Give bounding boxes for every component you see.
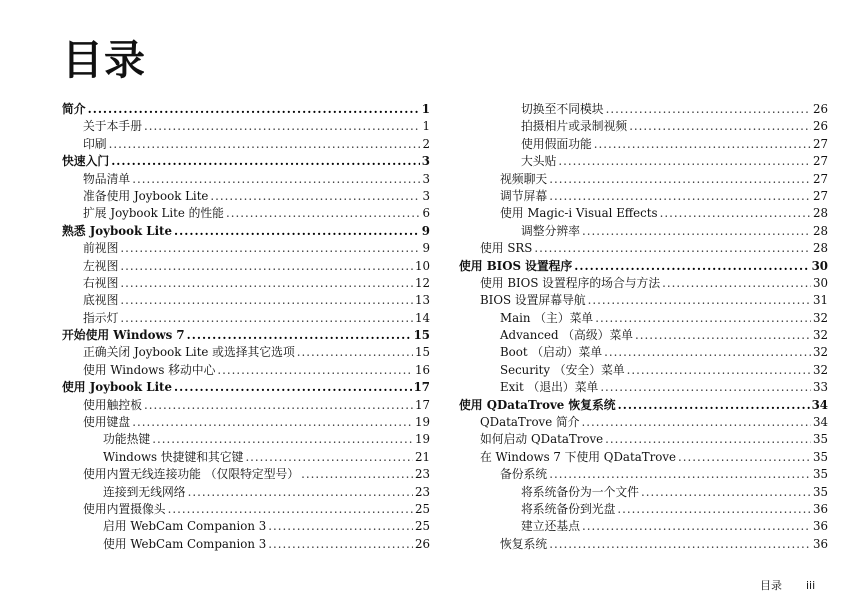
toc-entry-label: 关于本手册 bbox=[83, 119, 142, 134]
toc-entry-page: 34 bbox=[811, 397, 828, 412]
toc-entry-page: 32 bbox=[812, 328, 828, 343]
toc-entry-page: 36 bbox=[812, 536, 828, 551]
toc-entry-page: 15 bbox=[414, 345, 430, 360]
toc-entry[interactable] bbox=[459, 326, 828, 343]
toc-leader-dots bbox=[595, 311, 811, 325]
toc-leader-dots bbox=[168, 502, 413, 516]
toc-leader-dots bbox=[217, 363, 413, 377]
toc-entry-page: 13 bbox=[414, 293, 430, 308]
toc-entry-label: 视频聊天 bbox=[500, 171, 548, 186]
toc-leader-dots bbox=[111, 154, 420, 168]
toc-entry[interactable] bbox=[62, 135, 430, 152]
toc-entry-label: 调节屏幕 bbox=[500, 188, 548, 203]
toc-leader-dots bbox=[301, 467, 413, 481]
toc-entry-label: 使用 WebCam Companion 3 bbox=[103, 536, 267, 551]
toc-entry[interactable] bbox=[459, 430, 828, 447]
toc-entry-page: 14 bbox=[414, 310, 430, 325]
toc-entry[interactable] bbox=[459, 222, 828, 239]
toc-entry-label: 简介 bbox=[62, 102, 86, 116]
toc-entry-page: 36 bbox=[812, 501, 828, 516]
toc-entry-page: 2 bbox=[422, 136, 430, 151]
footer-label: 目录 bbox=[760, 579, 782, 592]
toc-entry[interactable] bbox=[459, 448, 828, 465]
toc-entry-page: 1 bbox=[422, 119, 430, 134]
toc-entry-label: Security （安全）菜单 bbox=[500, 362, 625, 377]
toc-leader-dots bbox=[582, 519, 811, 533]
toc-entry[interactable] bbox=[459, 152, 828, 169]
toc-entry-label: 使用触控板 bbox=[83, 397, 142, 412]
toc-leader-dots bbox=[588, 293, 811, 307]
toc-entry[interactable] bbox=[459, 396, 828, 413]
toc-entry[interactable] bbox=[459, 361, 828, 378]
toc-entry-page: 27 bbox=[812, 154, 828, 169]
toc-entry-label: 拍摄相片或录制视频 bbox=[521, 119, 628, 134]
toc-entry-page: 25 bbox=[414, 501, 430, 516]
toc-entry-label: 指示灯 bbox=[83, 310, 119, 325]
toc-entry-label: 印刷 bbox=[83, 136, 107, 151]
toc-entry[interactable] bbox=[62, 291, 430, 308]
toc-leader-dots bbox=[660, 206, 811, 220]
toc-entry-label: 将系统备份为一个文件 bbox=[521, 484, 639, 499]
toc-entry[interactable] bbox=[459, 239, 828, 256]
toc-entry-label: 右视图 bbox=[83, 275, 119, 290]
toc-entry-page: 19 bbox=[414, 432, 430, 447]
toc-entry-page: 26 bbox=[812, 119, 828, 134]
toc-leader-dots bbox=[582, 224, 811, 238]
toc-leader-dots bbox=[120, 259, 413, 273]
toc-leader-dots bbox=[549, 172, 811, 186]
toc-entry[interactable] bbox=[459, 170, 828, 187]
toc-entry-label: 物品清单 bbox=[83, 171, 131, 186]
toc-entry-page: 35 bbox=[812, 432, 828, 447]
toc-entry[interactable] bbox=[459, 500, 828, 517]
toc-entry-page: 9 bbox=[421, 223, 430, 238]
toc-entry-page: 30 bbox=[811, 258, 828, 273]
toc-right-column bbox=[459, 100, 828, 552]
toc-entry-label: 使用假面功能 bbox=[521, 136, 592, 151]
toc-leader-dots bbox=[245, 450, 413, 464]
toc-entry-label: 快速入门 bbox=[62, 154, 110, 169]
toc-entry[interactable] bbox=[459, 413, 828, 430]
toc-entry-label: QDataTrove 简介 bbox=[480, 415, 580, 430]
toc-entry-label: 功能热键 bbox=[103, 432, 151, 447]
toc-entry[interactable] bbox=[62, 100, 430, 117]
toc-entry-page: 28 bbox=[812, 241, 828, 256]
toc-entry-label: 如何启动 QDataTrove bbox=[480, 432, 604, 447]
toc-entry-label: 使用 Magic-i Visual Effects bbox=[500, 206, 658, 221]
toc-entry[interactable] bbox=[459, 135, 828, 152]
toc-entry-label: BIOS 设置屏幕导航 bbox=[480, 293, 586, 308]
toc-entry[interactable] bbox=[62, 326, 430, 343]
toc-entry-page: 3 bbox=[421, 154, 430, 169]
toc-entry-label: Boot （启动）菜单 bbox=[500, 345, 603, 360]
toc-entry[interactable] bbox=[459, 204, 828, 221]
toc-entry[interactable] bbox=[62, 309, 430, 326]
toc-leader-dots bbox=[678, 450, 811, 464]
toc-entry-page: 1 bbox=[421, 102, 430, 116]
toc-leader-dots bbox=[268, 537, 413, 551]
toc-leader-dots bbox=[144, 398, 413, 412]
toc-entry-label: 大头贴 bbox=[521, 154, 557, 169]
page-title: 目录 bbox=[62, 36, 146, 84]
toc-entry-label: 使用 BIOS 设置程序 bbox=[459, 258, 573, 273]
toc-entry[interactable] bbox=[62, 500, 430, 517]
toc-leader-dots bbox=[558, 154, 811, 168]
toc-leader-dots bbox=[629, 119, 811, 133]
toc-entry-label: Advanced （高级）菜单 bbox=[500, 328, 634, 343]
toc-entry[interactable] bbox=[62, 430, 430, 447]
toc-leader-dots bbox=[120, 293, 413, 307]
toc-leader-dots bbox=[534, 241, 811, 255]
toc-entry-page: 23 bbox=[414, 467, 430, 482]
toc-entry[interactable] bbox=[459, 378, 828, 395]
toc-entry-page: 3 bbox=[422, 188, 430, 203]
toc-entry-label: Main （主）菜单 bbox=[500, 310, 594, 325]
toc-entry-page: 32 bbox=[812, 362, 828, 377]
toc-entry-page: 17 bbox=[413, 380, 430, 395]
toc-entry-page: 32 bbox=[812, 345, 828, 360]
toc-entry[interactable] bbox=[459, 100, 828, 117]
toc-entry[interactable] bbox=[459, 517, 828, 534]
toc-entry[interactable] bbox=[62, 343, 430, 360]
toc-entry-label: 使用内置无线连接功能 （仅限特定型号） bbox=[83, 467, 300, 482]
toc-entry-page: 28 bbox=[812, 206, 828, 221]
toc-entry[interactable] bbox=[62, 413, 430, 430]
toc-leader-dots bbox=[132, 172, 420, 186]
toc-leader-dots bbox=[549, 467, 811, 481]
toc-entry-page: 17 bbox=[414, 397, 430, 412]
toc-leader-dots bbox=[152, 432, 413, 446]
toc-entry[interactable] bbox=[62, 117, 430, 134]
toc-entry[interactable] bbox=[62, 170, 430, 187]
toc-entry-page: 36 bbox=[812, 519, 828, 534]
toc-entry[interactable] bbox=[459, 343, 828, 360]
toc-entry-label: 连接到无线网络 bbox=[103, 484, 186, 499]
toc-entry[interactable] bbox=[62, 152, 430, 169]
toc-entry-label: 切换至不同模块 bbox=[521, 102, 604, 116]
toc-leader-dots bbox=[635, 328, 811, 342]
toc-entry-label: 使用 SRS bbox=[480, 241, 533, 256]
toc-entry-page: 35 bbox=[812, 449, 828, 464]
toc-leader-dots bbox=[120, 276, 413, 290]
toc-entry-label: 使用键盘 bbox=[83, 415, 131, 430]
toc-leader-dots bbox=[188, 485, 413, 499]
toc-entry[interactable] bbox=[62, 448, 430, 465]
toc-entry[interactable] bbox=[62, 361, 430, 378]
toc-leader-dots bbox=[109, 137, 421, 151]
toc-entry-label: 左视图 bbox=[83, 258, 119, 273]
toc-entry-label: 前视图 bbox=[83, 241, 119, 256]
toc-leader-dots bbox=[549, 189, 811, 203]
toc-leader-dots bbox=[618, 398, 810, 412]
toc-leader-dots bbox=[574, 259, 809, 273]
toc-entry[interactable] bbox=[62, 274, 430, 291]
toc-leader-dots bbox=[606, 102, 811, 116]
toc-entry-page: 12 bbox=[414, 275, 430, 290]
toc-leader-dots bbox=[582, 415, 811, 429]
toc-leader-dots bbox=[605, 432, 811, 446]
toc-entry[interactable] bbox=[62, 204, 430, 221]
toc-entry-label: 恢复系统 bbox=[500, 536, 548, 551]
toc-leader-dots bbox=[210, 189, 420, 203]
toc-leader-dots bbox=[600, 380, 811, 394]
toc-entry-page: 26 bbox=[812, 102, 828, 116]
toc-entry[interactable] bbox=[62, 187, 430, 204]
toc-leader-dots bbox=[641, 485, 811, 499]
toc-entry[interactable] bbox=[459, 291, 828, 308]
toc-leader-dots bbox=[549, 537, 811, 551]
toc-leader-dots bbox=[617, 502, 811, 516]
toc-entry[interactable] bbox=[459, 309, 828, 326]
toc-entry[interactable] bbox=[459, 535, 828, 552]
toc-entry-page: 15 bbox=[413, 328, 430, 343]
toc-leader-dots bbox=[604, 345, 811, 359]
toc-entry-label: 使用内置摄像头 bbox=[83, 501, 166, 516]
toc-entry[interactable] bbox=[62, 535, 430, 552]
toc-entry-label: Exit （退出）菜单 bbox=[500, 380, 599, 395]
toc-entry-page: 10 bbox=[414, 258, 430, 273]
toc-entry[interactable] bbox=[62, 239, 430, 256]
toc-entry-page: 26 bbox=[414, 536, 430, 551]
toc-leader-dots bbox=[662, 276, 811, 290]
toc-entry[interactable] bbox=[459, 117, 828, 134]
toc-leader-dots bbox=[174, 224, 420, 238]
toc-entry-page: 34 bbox=[812, 415, 828, 430]
toc-leader-dots bbox=[120, 311, 413, 325]
toc-leader-dots bbox=[297, 345, 413, 359]
toc-entry-page: 19 bbox=[414, 415, 430, 430]
toc-entry-page: 33 bbox=[812, 380, 828, 395]
toc-entry-label: 使用 BIOS 设置程序的场合与方法 bbox=[480, 275, 661, 290]
toc-entry[interactable] bbox=[459, 187, 828, 204]
toc-entry-label: Windows 快捷键和其它键 bbox=[103, 449, 244, 464]
toc-entry-page: 16 bbox=[414, 362, 430, 377]
toc-entry-page: 27 bbox=[812, 188, 828, 203]
toc-entry-page: 6 bbox=[422, 206, 430, 221]
toc-leader-dots bbox=[120, 241, 420, 255]
toc-entry-label: 建立还基点 bbox=[521, 519, 580, 534]
toc-entry[interactable] bbox=[459, 465, 828, 482]
toc-entry[interactable] bbox=[62, 517, 430, 534]
toc-entry-page: 35 bbox=[812, 467, 828, 482]
toc-entry-label: 启用 WebCam Companion 3 bbox=[103, 519, 267, 534]
toc-entry-label: 调整分辨率 bbox=[521, 223, 580, 238]
toc-entry-label: 使用 QDataTrove 恢复系统 bbox=[459, 397, 616, 412]
toc-entry-label: 底视图 bbox=[83, 293, 119, 308]
toc-entry-label: 使用 Windows 移动中心 bbox=[83, 362, 216, 377]
toc-entry[interactable] bbox=[62, 396, 430, 413]
toc-entry-page: 3 bbox=[422, 171, 430, 186]
toc-leader-dots bbox=[187, 328, 412, 342]
toc-entry[interactable] bbox=[62, 465, 430, 482]
toc-entry-page: 32 bbox=[812, 310, 828, 325]
toc-leader-dots bbox=[174, 380, 412, 394]
toc-entry-page: 9 bbox=[422, 241, 430, 256]
toc-entry[interactable] bbox=[62, 378, 430, 395]
footer-page-number: iii bbox=[806, 579, 816, 592]
toc-leader-dots bbox=[268, 519, 413, 533]
toc-entry-label: 在 Windows 7 下使用 QDataTrove bbox=[480, 449, 676, 464]
toc-entry-label: 扩展 Joybook Lite 的性能 bbox=[83, 206, 224, 221]
toc-entry-page: 25 bbox=[414, 519, 430, 534]
toc-entry-page: 35 bbox=[812, 484, 828, 499]
toc-leader-dots bbox=[88, 102, 420, 116]
toc-entry-page: 23 bbox=[414, 484, 430, 499]
toc-entry[interactable] bbox=[62, 257, 430, 274]
toc-entry-page: 31 bbox=[812, 293, 828, 308]
toc-entry-page: 27 bbox=[812, 171, 828, 186]
toc-entry-label: 将系统备份到光盘 bbox=[521, 501, 616, 516]
toc-entry-page: 27 bbox=[812, 136, 828, 151]
toc-entry-page: 21 bbox=[414, 449, 430, 464]
toc-entry-label: 开始使用 Windows 7 bbox=[62, 328, 185, 343]
toc-entry-label: 正确关闭 Joybook Lite 或选择其它选项 bbox=[83, 345, 295, 360]
toc-entry-label: 熟悉 Joybook Lite bbox=[62, 223, 173, 238]
toc-leader-dots bbox=[627, 363, 811, 377]
toc-entry[interactable] bbox=[459, 483, 828, 500]
toc-entry-page: 28 bbox=[812, 223, 828, 238]
toc-entry[interactable] bbox=[62, 222, 430, 239]
toc-entry-page: 30 bbox=[812, 275, 828, 290]
toc-leader-dots bbox=[132, 415, 413, 429]
page-footer bbox=[760, 577, 815, 593]
toc-left-column bbox=[62, 100, 430, 552]
toc-leader-dots bbox=[144, 119, 420, 133]
toc-leader-dots bbox=[594, 137, 811, 151]
toc-entry-label: 备份系统 bbox=[500, 467, 548, 482]
toc-entry-label: 准备使用 Joybook Lite bbox=[83, 188, 209, 203]
toc-entry[interactable] bbox=[459, 274, 828, 291]
toc-leader-dots bbox=[226, 206, 421, 220]
toc-entry[interactable] bbox=[459, 257, 828, 274]
toc-entry[interactable] bbox=[62, 483, 430, 500]
toc-entry-label: 使用 Joybook Lite bbox=[62, 380, 173, 395]
